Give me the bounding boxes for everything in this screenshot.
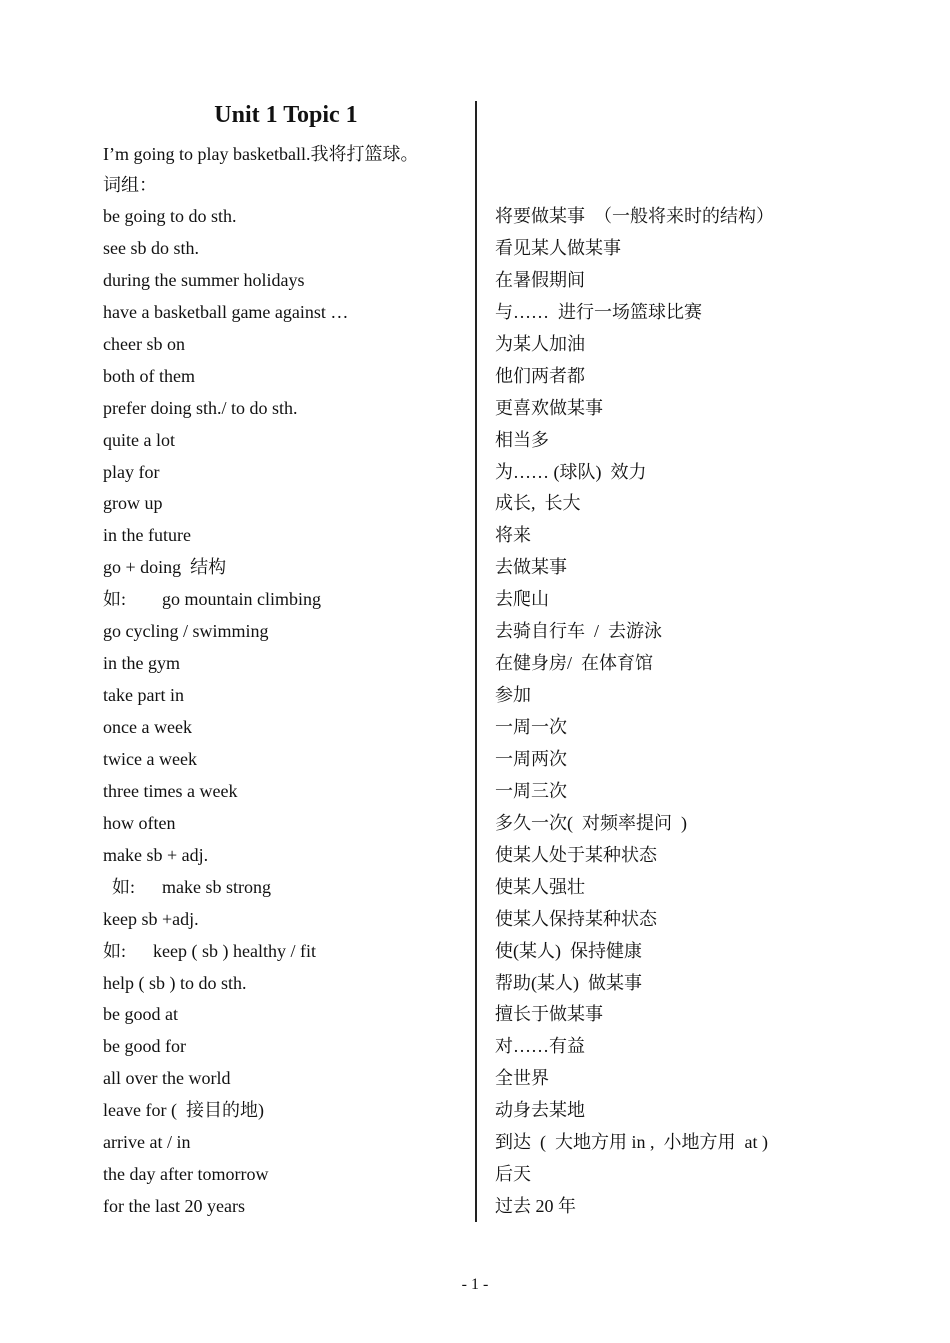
list-item <box>0 426 950 458</box>
list-item <box>0 1064 950 1096</box>
phrase-chinese: 到达 ( 大地方用 in , 小地方用 at ) <box>495 1132 768 1153</box>
list-item <box>0 1192 950 1224</box>
page-number: - 1 - <box>461 1276 489 1293</box>
phrase-english: quite a lot <box>103 429 175 450</box>
list-item <box>0 266 950 298</box>
phrase-chinese: 他们两者都 <box>495 365 585 386</box>
phrase-english: arrive at / in <box>103 1132 191 1153</box>
phrase-english: have a basketball game against … <box>103 301 349 322</box>
phrase-chinese: 后天 <box>495 1164 531 1185</box>
phrase-english: three times a week <box>103 780 238 801</box>
phrase-chinese: 在健身房/ 在体育馆 <box>495 653 654 674</box>
phrase-chinese: 使某人处于某种状态 <box>495 844 657 865</box>
phrase-english: during the summer holidays <box>103 269 305 290</box>
phrase-english: 如: make sb strong <box>103 876 271 897</box>
phrase-chinese: 与…… 进行一场篮球比赛 <box>495 301 702 322</box>
list-item <box>0 521 950 553</box>
phrase-english: 如: keep ( sb ) healthy / fit <box>103 940 316 961</box>
phrase-chinese: 看见某人做某事 <box>495 237 621 258</box>
phrase-english: make sb + adj. <box>103 844 209 865</box>
list-item <box>0 809 950 841</box>
list-item <box>0 969 950 1001</box>
phrase-english: go + doing 结构 <box>103 557 227 578</box>
phrase-chinese: 全世界 <box>495 1068 549 1089</box>
list-item <box>0 330 950 362</box>
list-item <box>0 1000 950 1032</box>
phrase-english: cheer sb on <box>103 333 185 354</box>
phrase-english: 如: go mountain climbing <box>103 589 321 610</box>
list-item <box>0 394 950 426</box>
phrase-chinese: 参加 <box>495 685 531 706</box>
list-item <box>0 202 950 234</box>
phrase-english: play for <box>103 461 160 482</box>
intro-sentence: I’m going to play basketball.我将打篮球。 <box>103 144 419 164</box>
phrase-english: the day after tomorrow <box>103 1164 269 1185</box>
phrase-chinese: 擅长于做某事 <box>495 1004 603 1025</box>
list-item <box>0 1160 950 1192</box>
list-item <box>0 649 950 681</box>
phrase-chinese: 成长, 长大 <box>495 493 581 514</box>
list-item <box>0 298 950 330</box>
list-item <box>0 713 950 745</box>
page-title: Unit 1 Topic 1 <box>214 102 358 128</box>
phrase-chinese: 使某人保持某种状态 <box>495 908 657 929</box>
phrase-english: help ( sb ) to do sth. <box>103 972 247 993</box>
phrase-chinese: 一周一次 <box>495 717 567 737</box>
phrase-chinese: 为…… (球队) 效力 <box>495 461 647 482</box>
phrase-english: be going to do sth. <box>103 206 237 226</box>
phrase-english: in the future <box>103 525 191 546</box>
phrase-chinese: 更喜欢做某事 <box>495 397 603 418</box>
phrase-chinese: 动身去某地 <box>495 1100 585 1121</box>
list-item <box>0 617 950 649</box>
phrase-english: prefer doing sth./ to do sth. <box>103 397 298 418</box>
list-item <box>0 1096 950 1128</box>
list-item <box>0 777 950 809</box>
phrase-english: be good at <box>103 1004 178 1025</box>
list-item <box>0 841 950 873</box>
phrase-chinese: 使某人强壮 <box>495 876 585 897</box>
phrase-english: go cycling / swimming <box>103 621 269 642</box>
list-item <box>0 362 950 394</box>
list-item <box>0 873 950 905</box>
phrase-english: both of them <box>103 365 195 386</box>
list-item <box>0 905 950 937</box>
list-item <box>0 745 950 777</box>
phrase-english: twice a week <box>103 748 197 769</box>
phrase-chinese: 将要做某事 （一般将来时的结构） <box>495 206 774 226</box>
phrase-english: take part in <box>103 685 184 706</box>
phrase-chinese: 去做某事 <box>495 557 567 578</box>
list-item <box>0 681 950 713</box>
phrase-english: once a week <box>103 717 192 737</box>
phrase-chinese: 去爬山 <box>495 589 549 610</box>
phrase-english: be good for <box>103 1036 186 1057</box>
list-item <box>0 1032 950 1064</box>
phrase-english: for the last 20 years <box>103 1196 245 1217</box>
list-item <box>0 937 950 969</box>
list-item <box>0 1128 950 1160</box>
phrase-chinese: 过去 20 年 <box>495 1196 576 1217</box>
phrase-english: leave for ( 接目的地) <box>103 1100 264 1121</box>
phrase-english: keep sb +adj. <box>103 908 199 929</box>
phrase-chinese: 为某人加油 <box>495 333 585 354</box>
phrase-english: how often <box>103 812 176 833</box>
phrase-chinese: 相当多 <box>495 429 549 450</box>
phrase-english: all over the world <box>103 1068 231 1089</box>
list-item <box>0 585 950 617</box>
phrase-chinese: 一周三次 <box>495 780 567 801</box>
phrase-chinese: 在暑假期间 <box>495 269 585 290</box>
list-item <box>0 553 950 585</box>
phrase-chinese: 帮助(某人) 做某事 <box>495 972 642 993</box>
phrase-list <box>0 202 950 1224</box>
list-item <box>0 458 950 490</box>
phrase-chinese: 一周两次 <box>495 748 567 769</box>
phrase-english: see sb do sth. <box>103 237 199 258</box>
phrase-chinese: 将来 <box>495 525 531 546</box>
phrase-chinese: 对……有益 <box>495 1036 585 1057</box>
phrases-label: 词组： <box>103 175 157 195</box>
phrase-english: in the gym <box>103 653 180 674</box>
list-item <box>0 234 950 266</box>
list-item <box>0 489 950 521</box>
phrase-chinese: 去骑自行车 / 去游泳 <box>495 621 663 642</box>
phrase-chinese: 使(某人) 保持健康 <box>495 940 642 961</box>
phrase-english: grow up <box>103 493 163 514</box>
phrase-chinese: 多久一次( 对频率提问 ) <box>495 812 687 833</box>
